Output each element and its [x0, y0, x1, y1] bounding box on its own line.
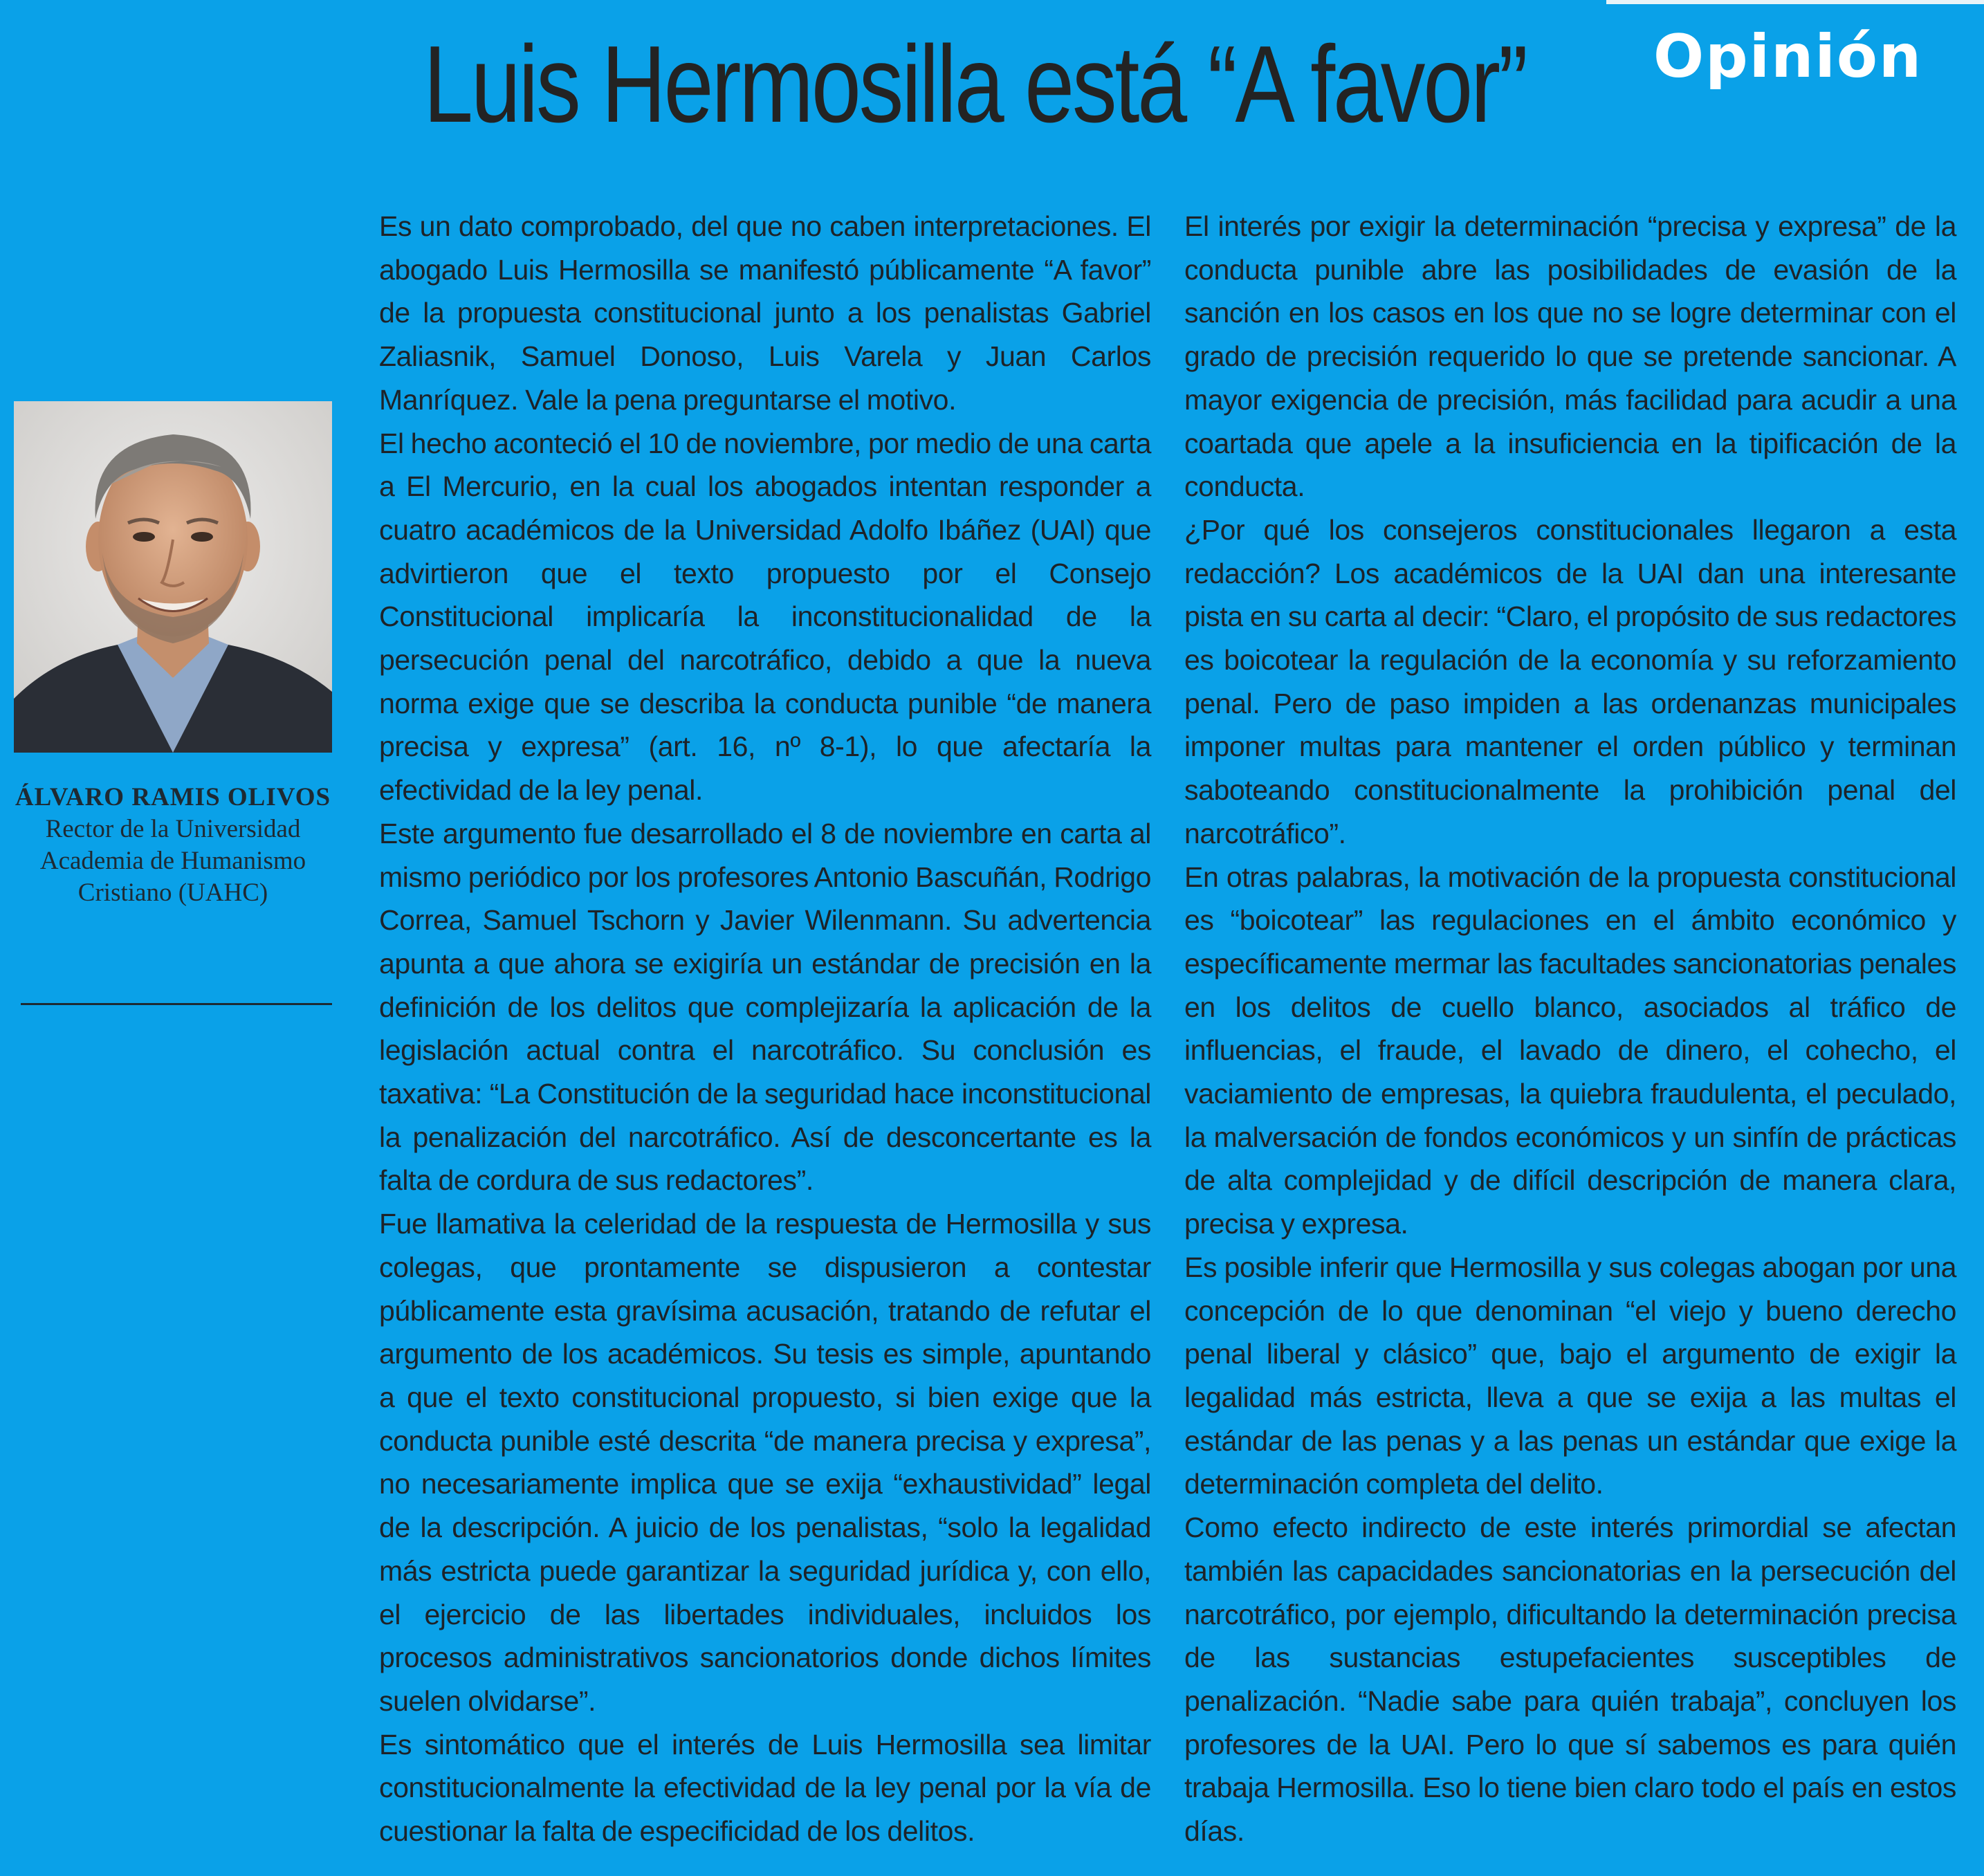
article-paragraph: El interés por exigir la determinación “precisa y expresa” de la conducta punible abre las posibilidades de evasión de la sanción en los casos en los que no se logre determinar con el grado de precisión requerido lo que se pretende sancionar. A mayor exigencia de precisión, más facilidad para acudir a una coartada que apele a la insuficiencia en la tipificación de la conducta.: [1184, 210, 1956, 503]
author-divider: [21, 1003, 332, 1005]
article-column-left: [379, 205, 1151, 1853]
article-paragraph: Fue llamativa la celeridad de la respuesta de Hermosilla y sus colegas, que prontamente se dispusieron a contestar públicamente esta gravísima acusación, tratando de refutar el argumento de los académicos. Su tesis es simple, apuntando a que el texto constitucional propuesto, si bien exige que la conducta punible esté descrita “de manera precisa y expresa”, no necesariamente implica que se exija “exhaustividad” legal de la descripción. A juicio de los penalistas, “solo la legalidad más estricta puede garantizar la seguridad jurídica y, con ello, el ejercicio de las libertades individuales, incluidos los procesos administrativos sancionatorios donde dichos límites suelen olvidarse”.: [379, 1208, 1151, 1717]
portrait-photo-icon: [14, 401, 332, 753]
author-photo: [14, 401, 332, 753]
author-role-line-2: Academia de Humanismo: [39, 847, 306, 875]
article-paragraph: Es posible inferir que Hermosilla y sus colegas abogan por una concepción de lo que denominan “el viejo y bueno derecho penal liberal y clásico” que, bajo el argumento de exigir la legalidad más estricta, lleva a que se exija a las multas el estándar de las penas y a las penas un estándar que exige la determinación completa del delito.: [1184, 1251, 1956, 1500]
top-strip: [1606, 0, 1984, 4]
article-paragraph: Es un dato comprobado, del que no caben interpretaciones. El abogado Luis Hermosilla se manifestó públicamente “A favor” de la propuesta constitucional junto a los penalistas Gabriel Zaliasnik, Samuel Donoso, Luis Varela y Juan Carlos Manríquez. Vale la pena preguntarse el motivo.: [379, 210, 1151, 416]
author-name: ÁLVARO RAMIS OLIVOS: [15, 783, 331, 811]
article-paragraph: El hecho aconteció el 10 de noviembre, por medio de una carta a El Mercurio, en la cual los abogados intentan responder a cuatro académicos de la Universidad Adolfo Ibáñez (UAI) que advirtieron que el texto propuesto por el Consejo Constitucional implicaría la inconstitucionalidad de la persecución penal del narcotráfico, debido a que la nueva norma exige que se describa la conducta punible “de manera precisa y expresa” (art. 16, nº 8-1), lo que afectaría la efectividad de la ley penal.: [379, 427, 1151, 807]
author-role-line-1: Rector de la Universidad: [45, 815, 301, 843]
author-role-line-3: Cristiano (UAHC): [77, 879, 268, 907]
article-column-right: [1184, 205, 1956, 1853]
article-paragraph: Es sintomático que el interés de Luis Hermosilla sea limitar constitucionalmente la efectividad de la ley penal por la vía de cuestionar la falta de especificidad de los delitos.: [379, 1728, 1151, 1848]
section-label: Opinión: [1653, 22, 1923, 91]
article-paragraph: Como efecto indirecto de este interés primordial se afectan también las capacidades sancionatorias en la persecución del narcotráfico, por ejemplo, dificultando la determinación precisa de las sustancias estupefacientes susceptibles de penalización. “Nadie sabe para quién trabaja”, concluyen los profesores de la UAI. Pero lo que sí sabemos es para quién trabaja Hermosilla. Eso lo tiene bien claro todo el país en estos días.: [1184, 1511, 1956, 1848]
article-paragraph: Este argumento fue desarrollado el 8 de noviembre en carta al mismo periódico por los profesores Antonio Bascuñán, Rodrigo Correa, Samuel Tschorn y Javier Wilenmann. Su advertencia apunta a que ahora se exigiría un estándar de precisión en la definición de los delitos que complejizaría la aplicación de la legislación actual contra el narcotráfico. Su conclusión es taxativa: “La Constitución de la seguridad hace inconstitucional la penalización del narcotráfico. Así de desconcertante es la falta de cordura de sus redactores”.: [379, 817, 1151, 1197]
article-paragraph: ¿Por qué los consejeros constitucionales llegaron a esta redacción? Los académicos de la UAI dan una interesante pista en su carta al decir: “Claro, el propósito de sus redactores es boicotear la regulación de la economía y su reforzamiento penal. Pero de paso impiden a las ordenanzas municipales imponer multas para mantener el orden público y terminan saboteando constitucionalmente la prohibición penal del narcotráfico”.: [1184, 513, 1956, 849]
author-byline: [7, 782, 339, 909]
article-paragraph: En otras palabras, la motivación de la propuesta constitucional es “boicotear” las regulaciones en el ámbito económico y específicamente mermar las facultades sancionatorias penales en los delitos de cuello blanco, asociados al tráfico de influencias, el fraude, el lavado de dinero, el cohecho, el vaciamiento de empresas, la quiebra fraudulenta, el peculado, la malversación de fondos económicos y un sinfín de prácticas de alta complejidad y de difícil descripción de manera clara, precisa y expresa.: [1184, 861, 1956, 1240]
headline: Luis Hermosilla está “A favor”: [423, 24, 1526, 145]
